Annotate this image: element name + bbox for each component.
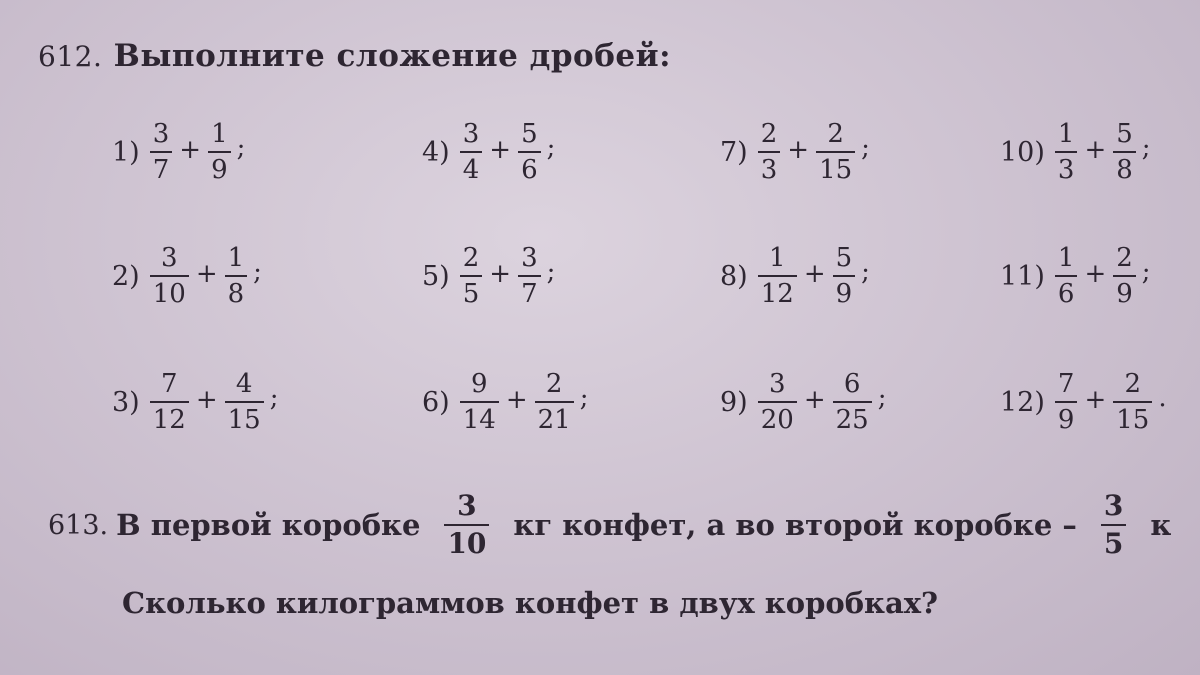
plus-sign: + (1084, 259, 1107, 289)
fraction-bar (208, 151, 231, 153)
plus-sign: + (803, 385, 826, 415)
numerator: 6 (843, 369, 861, 399)
denominator: 9 (835, 279, 853, 309)
denominator: 3 (760, 155, 778, 185)
denominator: 6 (521, 155, 538, 185)
task-613-text-middle: кг конфет, а во второй коробке – (513, 508, 1077, 542)
denominator: 4 (462, 155, 480, 185)
fraction-bar (1055, 401, 1078, 403)
denominator: 25 (835, 405, 869, 435)
task-613-question: Сколько килограммов конфет в двух коробках? (122, 586, 939, 620)
fraction (225, 369, 264, 435)
plus-sign: + (803, 259, 826, 289)
exercise-number: 9) (720, 386, 748, 418)
exercise-item (1000, 362, 1167, 442)
numerator: 1 (1057, 119, 1075, 149)
fraction-bar (1113, 401, 1152, 403)
fraction-bar (833, 401, 872, 403)
exercise-terminator: . (1158, 383, 1167, 413)
numerator: 9 (470, 369, 488, 399)
exercise-number: 5) (422, 260, 450, 292)
fraction-bar (150, 275, 189, 277)
exercise-item (422, 362, 588, 442)
fraction-bar (225, 275, 248, 277)
numerator: 3 (160, 243, 178, 273)
plus-sign: + (489, 135, 512, 165)
task-612-heading (38, 38, 671, 74)
fraction (460, 119, 483, 185)
fraction (816, 119, 855, 185)
fraction-bar (150, 401, 189, 403)
denominator: 20 (760, 405, 794, 435)
fraction (758, 119, 781, 185)
numerator: 3 (457, 489, 477, 522)
numerator: 2 (760, 119, 778, 149)
exercise-number: 3) (112, 386, 140, 418)
exercise-item (720, 362, 886, 442)
exercise-number: 10) (1000, 136, 1045, 168)
fraction (460, 369, 499, 435)
fraction (518, 243, 541, 309)
fraction (833, 369, 872, 435)
exercise-number: 4) (422, 136, 450, 168)
exercise-item (720, 236, 870, 316)
numerator: 1 (227, 243, 245, 273)
exercise-terminator: ; (1141, 257, 1151, 287)
numerator: 5 (835, 243, 853, 273)
plus-sign: + (195, 385, 218, 415)
task-613-number: 613. (48, 509, 109, 541)
denominator: 12 (760, 279, 794, 309)
exercise-terminator: ; (236, 133, 246, 163)
exercise-terminator: ; (546, 257, 556, 287)
plus-sign: + (195, 259, 218, 289)
plus-sign: + (1084, 135, 1107, 165)
numerator: 2 (1116, 243, 1133, 273)
denominator: 7 (152, 155, 170, 185)
fraction (150, 243, 189, 309)
denominator: 10 (152, 279, 186, 309)
denominator: 8 (1116, 155, 1133, 185)
fraction (1113, 243, 1136, 309)
denominator: 10 (447, 527, 487, 560)
exercise-terminator: ; (579, 383, 589, 413)
exercise-terminator: ; (269, 383, 279, 413)
fraction-bar (1055, 275, 1078, 277)
fraction (518, 119, 541, 185)
task-612-title: Выполните сложение дробей: (113, 38, 672, 74)
fraction (1113, 119, 1136, 185)
fraction (758, 369, 797, 435)
fraction-bar (535, 401, 574, 403)
exercise-number: 7) (720, 136, 748, 168)
denominator: 9 (1116, 279, 1133, 309)
denominator: 3 (1057, 155, 1075, 185)
fraction-bar (758, 151, 781, 153)
fraction (150, 369, 189, 435)
fraction (1055, 369, 1078, 435)
exercise-terminator: ; (861, 257, 870, 287)
denominator: 15 (819, 155, 853, 185)
fraction-bar (758, 275, 797, 277)
denominator: 6 (1057, 279, 1075, 309)
numerator: 7 (1057, 369, 1075, 399)
exercise-terminator: ; (877, 383, 887, 413)
exercise-item (1000, 112, 1151, 192)
fraction (225, 243, 248, 309)
fraction-bar (1113, 151, 1136, 153)
denominator: 15 (1116, 405, 1150, 435)
fraction (758, 243, 797, 309)
exercise-item (112, 112, 245, 192)
plus-sign: + (505, 385, 528, 415)
numerator: 3 (1103, 489, 1124, 522)
exercise-number: 12) (1000, 386, 1045, 418)
exercise-number: 2) (112, 260, 140, 292)
fraction (1055, 119, 1078, 185)
exercise-number: 6) (422, 386, 450, 418)
fraction-bar (758, 401, 797, 403)
task-613-line-1 (48, 490, 1171, 560)
fraction-bar (1101, 524, 1126, 526)
numerator: 3 (521, 243, 538, 273)
numerator: 5 (521, 119, 538, 149)
exercise-number: 11) (1000, 260, 1045, 292)
exercise-terminator: ; (861, 133, 870, 163)
exercise-item (112, 362, 278, 442)
denominator: 8 (227, 279, 245, 309)
denominator: 15 (227, 405, 261, 435)
fraction (535, 369, 574, 435)
task-613-fraction-1 (444, 490, 489, 560)
fraction-bar (1113, 275, 1136, 277)
denominator: 21 (537, 405, 571, 435)
fraction-bar (444, 524, 489, 526)
numerator: 2 (1124, 369, 1142, 399)
fraction (460, 243, 483, 309)
denominator: 12 (152, 405, 186, 435)
task-613-text-after: к (1150, 508, 1172, 542)
numerator: 1 (211, 119, 228, 149)
fraction-bar (150, 151, 173, 153)
fraction-bar (460, 151, 483, 153)
fraction-bar (460, 275, 483, 277)
denominator: 9 (211, 155, 228, 185)
numerator: 3 (768, 369, 786, 399)
exercise-number: 1) (112, 136, 140, 168)
exercise-item (720, 112, 870, 192)
fraction-bar (1055, 151, 1078, 153)
numerator: 4 (235, 369, 253, 399)
exercise-item (422, 236, 555, 316)
fraction (150, 119, 173, 185)
numerator: 2 (545, 369, 563, 399)
fraction (1113, 369, 1152, 435)
numerator: 7 (160, 369, 178, 399)
numerator: 5 (1116, 119, 1133, 149)
numerator: 3 (152, 119, 170, 149)
exercise-number: 8) (720, 260, 748, 292)
plus-sign: + (1084, 385, 1107, 415)
fraction-bar (460, 401, 499, 403)
fraction-bar (816, 151, 855, 153)
exercise-terminator: ; (1141, 133, 1151, 163)
exercise-item (112, 236, 262, 316)
numerator: 3 (462, 119, 480, 149)
task-613-fraction-2 (1101, 490, 1126, 560)
exercise-terminator: ; (253, 257, 262, 287)
fraction (1055, 243, 1078, 309)
fraction-bar (225, 401, 264, 403)
fraction-bar (518, 151, 541, 153)
plus-sign: + (489, 259, 512, 289)
plus-sign: + (787, 135, 810, 165)
denominator: 5 (1103, 527, 1124, 560)
denominator: 5 (462, 279, 480, 309)
task-612-number: 612. (38, 40, 103, 73)
denominator: 7 (521, 279, 538, 309)
task-613-text-before: В первой коробке (116, 508, 421, 542)
fraction (208, 119, 231, 185)
exercise-terminator: ; (546, 133, 556, 163)
exercise-item (422, 112, 555, 192)
numerator: 1 (768, 243, 786, 273)
denominator: 14 (462, 405, 496, 435)
numerator: 1 (1057, 243, 1075, 273)
fraction-bar (518, 275, 541, 277)
exercise-item (1000, 236, 1151, 316)
plus-sign: + (179, 135, 202, 165)
numerator: 2 (462, 243, 480, 273)
fraction-bar (833, 275, 856, 277)
denominator: 9 (1057, 405, 1075, 435)
fraction (833, 243, 856, 309)
numerator: 2 (827, 119, 844, 149)
